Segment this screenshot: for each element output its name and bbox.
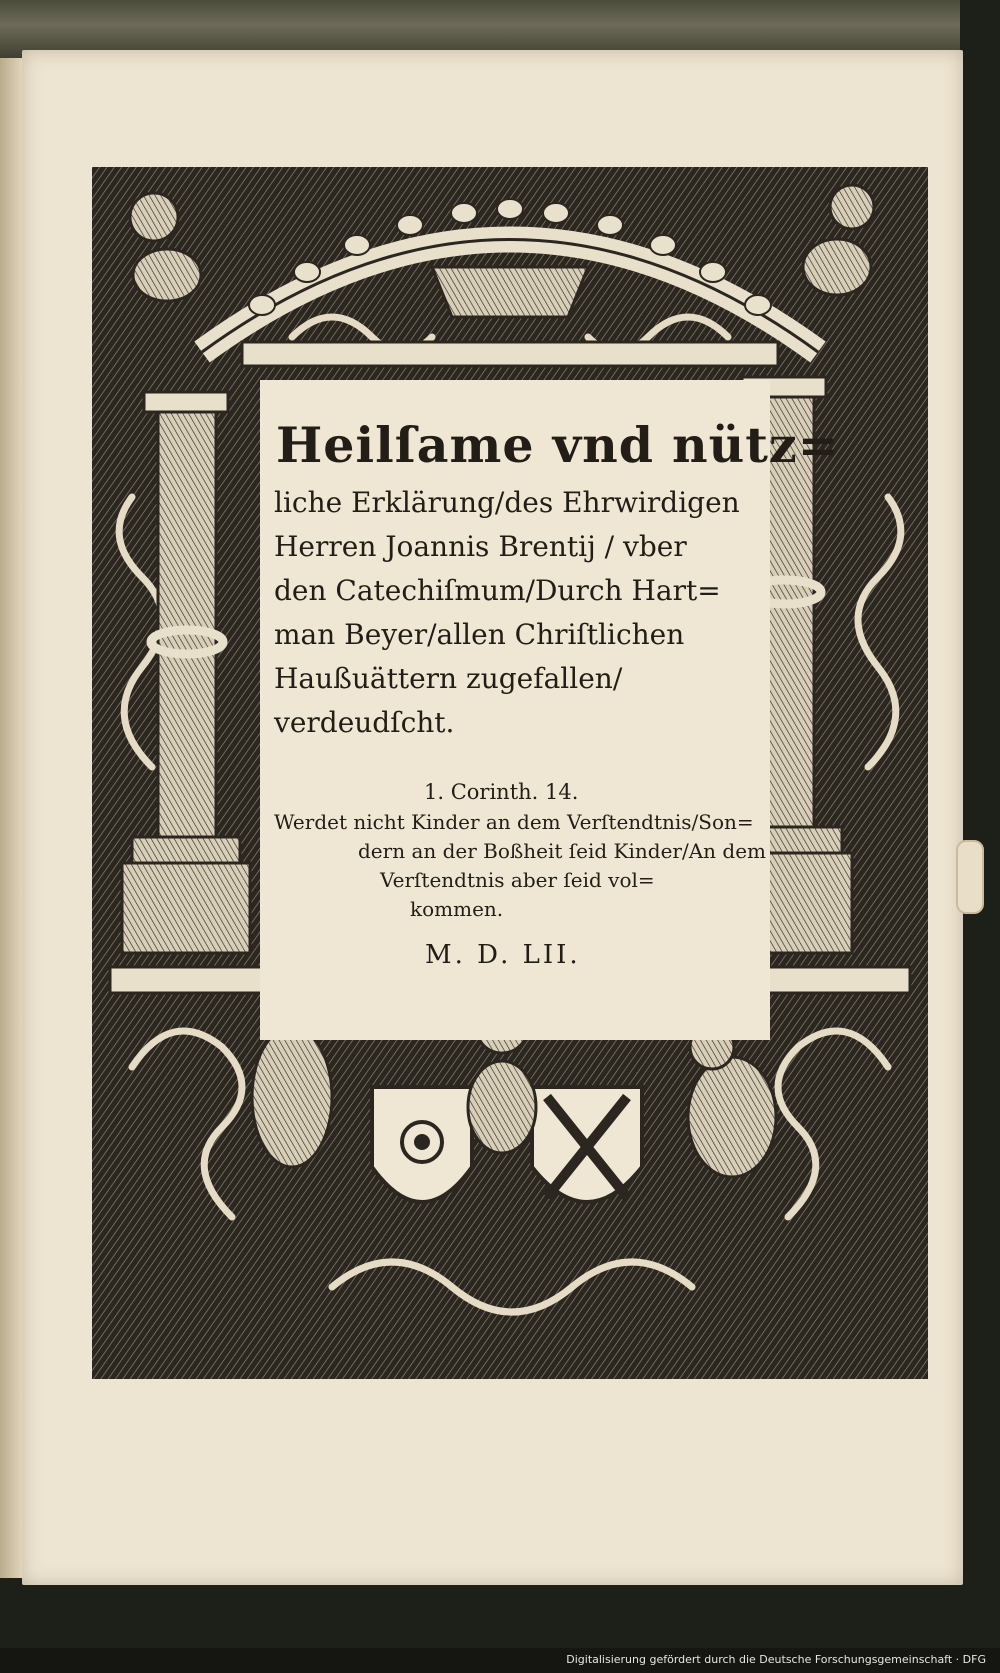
title-line: liche Erklärung/des Ehrwirdigen [274,486,740,519]
publication-year: M. D. LII. [425,940,581,970]
page-clip-icon [956,840,984,914]
verse-line: dern an der Boßheit ſeid Kinder/An dem [358,839,766,863]
verse-line: Verſtendtnis aber ſeid vol= [380,868,655,892]
title-line: man Beyer/allen Chriſtlichen [274,618,685,651]
title-line: den Catechiſmum/Durch Hart= [274,574,721,607]
title-line: Herren Joannis Brentij / vber [274,530,687,563]
title-panel [260,380,840,1040]
verse-line: Werdet nicht Kinder an dem Verſtendtnis/Son= [274,810,754,834]
digitization-credit: Digitalisierung gefördert durch die Deutsche Forschungsgemeinschaft · DFG [566,1653,986,1666]
title-line: Heilſame vnd nütz= [276,416,840,474]
title-line: verdeudſcht. [274,706,455,739]
title-line: Haußuättern zugefallen/ [274,662,623,695]
verse-reference: 1. Corinth. 14. [424,780,579,804]
book-page [22,50,963,1585]
verse-line: kommen. [410,897,504,921]
